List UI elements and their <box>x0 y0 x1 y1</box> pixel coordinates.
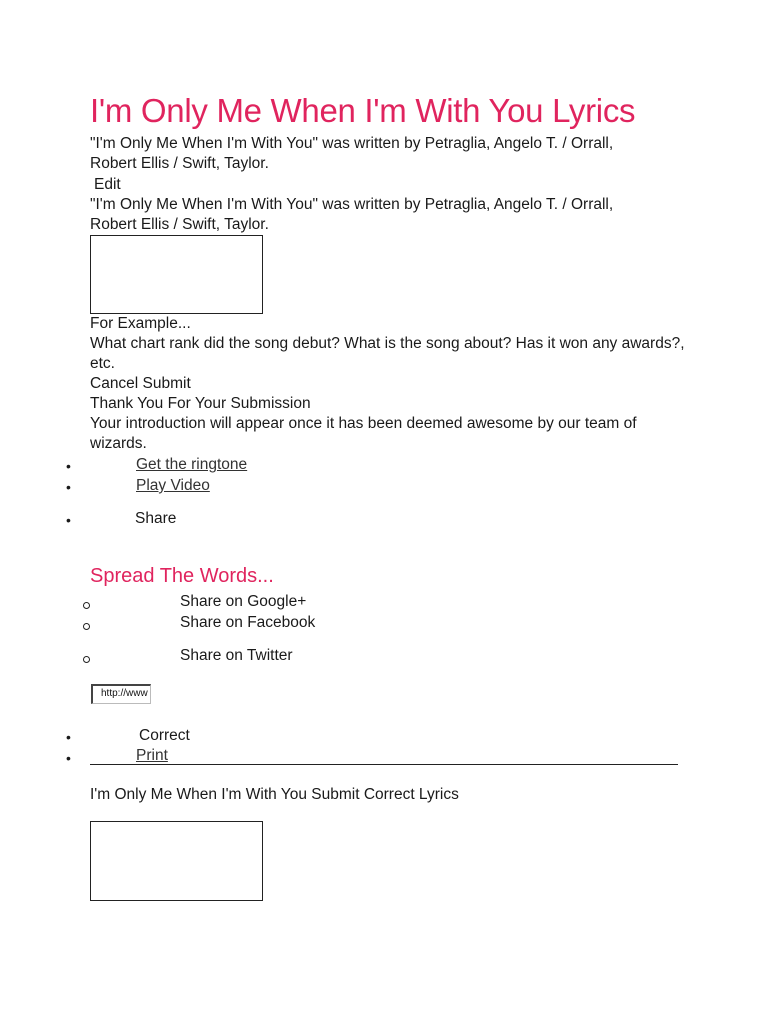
bullet-icon: • <box>66 750 71 766</box>
example-text: What chart rank did the song debut? What is the song about? Has it won any awards?, etc. <box>90 335 685 372</box>
written-by-line: Robert Ellis / Swift, Taylor. <box>90 155 269 172</box>
page-title: I'm Only Me When I'm With You Lyrics <box>90 92 636 129</box>
share-twitter-link[interactable]: Share on Twitter <box>180 647 293 664</box>
share-facebook-link[interactable]: Share on Facebook <box>180 614 316 631</box>
correct-lyrics-textarea[interactable] <box>90 821 263 901</box>
share-url-field[interactable]: http://www <box>91 684 151 704</box>
play-video-link[interactable]: Play Video <box>136 477 210 494</box>
spread-heading: Spread The Words... <box>90 565 274 587</box>
written-by-line: Robert Ellis / Swift, Taylor. <box>90 216 269 233</box>
edit-link[interactable]: Edit <box>94 176 121 193</box>
thanks-text: Your introduction will appear once it has been deemed awesome by our team of wizards. <box>90 415 637 452</box>
circle-bullet-icon <box>83 623 90 630</box>
divider <box>90 764 678 765</box>
cancel-submit-buttons[interactable]: Cancel Submit <box>90 375 191 392</box>
written-by-line: "I'm Only Me When I'm With You" was written by Petraglia, Angelo T. / Orrall, <box>90 196 614 213</box>
print-link[interactable]: Print <box>136 747 168 764</box>
intro-textarea[interactable] <box>90 235 263 314</box>
written-by-line: "I'm Only Me When I'm With You" was written by Petraglia, Angelo T. / Orrall, <box>90 135 614 152</box>
bullet-icon: • <box>66 729 71 745</box>
correct-link[interactable]: Correct <box>139 727 190 744</box>
bullet-icon: • <box>66 512 71 528</box>
share-google-link[interactable]: Share on Google+ <box>180 593 307 610</box>
circle-bullet-icon <box>83 602 90 609</box>
correct-lyrics-label: I'm Only Me When I'm With You Submit Correct Lyrics <box>90 786 459 803</box>
ringtone-link[interactable]: Get the ringtone <box>136 456 248 473</box>
share-label[interactable]: Share <box>135 510 177 527</box>
circle-bullet-icon <box>83 656 90 663</box>
bullet-icon: • <box>66 458 71 474</box>
example-label: For Example... <box>90 315 191 332</box>
bullet-icon: • <box>66 479 71 495</box>
thanks-title: Thank You For Your Submission <box>90 395 311 412</box>
